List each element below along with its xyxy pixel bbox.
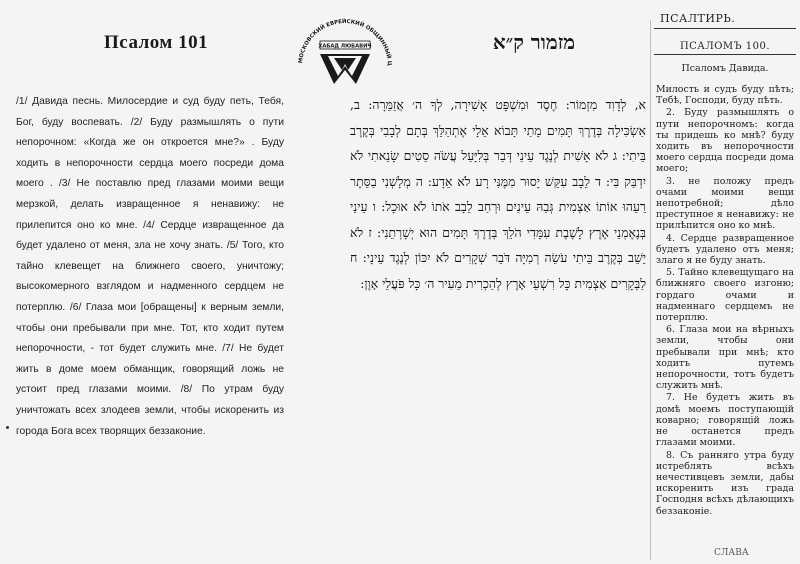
hebrew-psalm-text: א, לְדָוִד מִזְמוֹר: חֶסֶד וּמִשְׁפָּט אָשִׁירָה, לְךָ ה׳ אֲזַמֵּרָה: ב, אַשְׂכִּילָה בְּדֶרֶךְ תָּמִים מָתַי תָּבוֹא אֵלָי אֶתְהַלֵּךְ בְּתָם לְבָבִי בְּקֶרֶב בֵּיתִי: ג לֹא אָשִׁית לְנֶגֶד עֵינַי דְּבַר בְּלִיָּעַל עֲשֹׂה סֵטִים שָׂנֵאתִי לֹא יִדְבַּק בִּי: ד לֵבָב עִקֵּשׁ יָסוּר מִמֶּנִּי רָע לֹא אֵדָע: ה מְלָשְׁנִי בַסֵּתֶר רֵעֵהוּ אוֹתוֹ אַצְמִית גְּבַהּ עֵינַיִם וּרְחַב לֵבָב אֹתוֹ לֹא אוּכָל: ו עֵינַי בְּנֶאֶמְנֵי אֶרֶץ לָשֶׁבֶת עִמָּדִי הֹלֵךְ בְּדֶרֶךְ תָּמִים הוּא יְשָׁרְתֵנִי: ז לֹא יֵשֵׁב בְּקֶרֶב בֵּיתִי עֹשֵׂה רְמִיָּה דֹּבֵר שְׁקָרִים לֹא יִכּוֹן לְנֶגֶד עֵינָי: ח לַבְּקָרִים אַצְמִית כָּל רִשְׁעֵי אָרֶץ לְהַכְרִית מֵעִיר ה׳ כָּל פֹּעֲלֵי אָוֶן: — [350, 97, 646, 291]
hebrew-psalm-title: מזמור ק״א — [492, 30, 576, 54]
logo-banner-text: ХАБАД ЛЮБАВИЧ — [318, 43, 372, 50]
old-print-verse: 3. не положу предъ очами моими вещи непотребной; дѣло преступное я ненавижу: не прилѣпится оно ко мнѣ. — [656, 175, 794, 232]
old-print-psalm-number: ПСАЛОМЪ 100. — [679, 41, 771, 52]
old-print-footer: СЛАВА — [714, 548, 749, 558]
old-print-header: ПСАЛТИРЬ. — [660, 12, 736, 25]
old-print-verse: 5. Тайно клевещущаго на ближняго своего изгоню; гордаго очами и надменнаго сердцемъ не потерплю. — [656, 267, 794, 324]
old-print-subtitle: Псаломъ Давида. — [681, 63, 769, 74]
chabad-logo-icon — [290, 4, 400, 94]
logo-arc-text: МОСКОВСКИЙ ЕВРЕЙСКИЙ ОБЩИННЫЙ Ц — [298, 18, 393, 66]
stray-dot — [6, 426, 9, 429]
rule-line — [654, 54, 796, 55]
chabad-logo — [290, 4, 400, 94]
old-print-verse: 8. Съ ранняго утра буду истреблять всѣхъ нечестивцевъ земли, дабы искоренить изъ града Господня всѣхъ дѣлающихъ беззаконіе. — [656, 449, 794, 517]
old-print-verse: 4. Сердце развращенное будетъ удалено отъ меня; злаго я не буду знать. — [656, 232, 794, 267]
rule-line — [654, 28, 796, 29]
russian-psalm-title: Псалом 101 — [104, 32, 209, 53]
old-print-verse: Милость и судъ буду пѣть; Тебѣ, Господи, буду пѣть. — [656, 84, 794, 107]
old-print-verse: 6. Глаза мои на вѣрныхъ земли, чтобы они пребывали при мнѣ; кто ходитъ путемъ непорочности, тотъ будетъ служить мнѣ. — [656, 324, 794, 392]
column-divider — [650, 20, 651, 560]
old-print-text — [654, 84, 796, 517]
old-print-verse: 7. Не будетъ жить въ домѣ моемъ поступающій коварно; говорящій ложь не останется предъ глазами моими. — [656, 392, 794, 449]
old-print-verse: 2. Буду размышлять о пути непорочномъ: когда ты придешь ко мнѣ? буду ходить въ непорочности моего сердца посреди дома моего; — [656, 107, 794, 175]
russian-psalm-text: /1/ Давида песнь. Милосердие и суд буду петь, Тебя, Бог, буду воспевать. /2/ Буду размышлять о пути непорочном: «Когда же он откроется мне?» . Буду ходить в непорочности сердца моего посреди дома моего . /3/ Не поставлю пред глазами моими вещи мерзкой, делать извращенное я ненавижу: не прилепится оно ко мне. /4/ Сердце извращенное да будет удалено от меня, зла не хочу знать. /5/ Того, кто тайно клевещет на ближнего своего, уничтожу; высокомерного взглядом и надменного сердцем не потерплю. /6/ Глаза мои [обращены] к верным земли, чтобы они пребывали при мне. Тот, кто ходит путем непорочности, - тот будет служить мне. /7/ Не будет жить в доме моем обманщик, говорящий ложь не устоит пред глазами моими. /8/ По утрам буду уничтожать всех злодеев земли, чтобы искоренить из города Бога всех творящих беззаконие. — [16, 96, 284, 437]
old-print-column — [654, 12, 796, 560]
